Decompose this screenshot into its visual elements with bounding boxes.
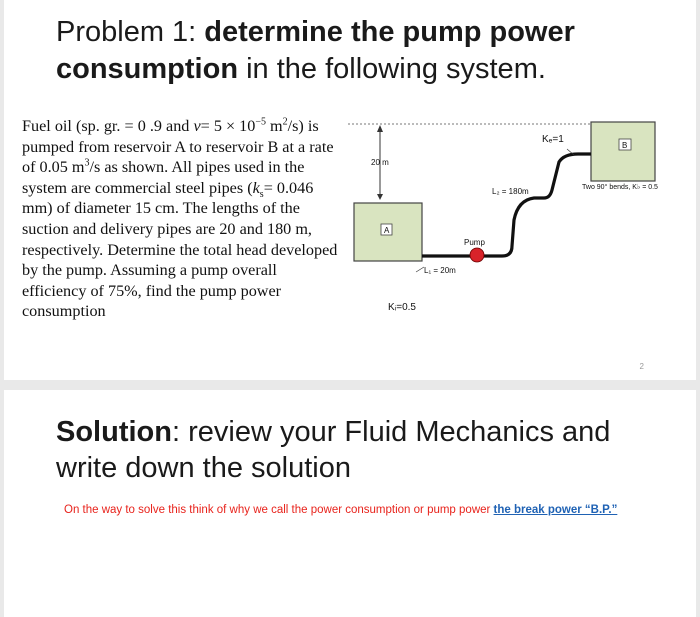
bends-label: Two 90° bends, K♭ = 0.5 (582, 184, 658, 191)
height-arrow-down (377, 194, 383, 200)
title-prefix: Problem 1: (56, 16, 205, 48)
title-bold: determine the pump power consumption (56, 16, 575, 85)
pump-label: Pump (464, 238, 485, 247)
reservoir-b-label: B (622, 141, 628, 150)
ki-label: Kᵢ=0.5 (388, 302, 416, 313)
delivery-pipe (482, 154, 591, 256)
page-number: 2 (639, 362, 644, 371)
height-arrow-up (377, 125, 383, 132)
solution-title-rest: : review your Fluid Mechanics and (171, 416, 611, 448)
problem-statement: Fuel oil (sp. gr. = 0 .9 and $\nu= 5 \times 10^{-5}$ $m^2/s$) is pumped from reservoir A to reservoir B at a rate of 0.05 $m^3/s$ as shown. All pipes used in the system are commercial steel pipes ($k_s= 0.046$ mm) of diameter 15 cm. The lengths of the suction and delivery pipes are 20 and 180 m, respectively. Determine the total head developed by the pump. Assuming a pump overall efficiency of 75%, find the pump power consumption (22, 116, 338, 321)
solution-title (56, 414, 656, 486)
solution-title-line2: write down the solution (56, 452, 351, 484)
hint-text (64, 502, 624, 518)
reservoir-b (591, 122, 655, 181)
pump-system-diagram (344, 112, 664, 322)
pump-icon (470, 248, 484, 262)
break-power-link[interactable]: the break power “B.P.” (493, 504, 618, 516)
problem-title (56, 14, 656, 88)
slide-problem (4, 0, 696, 380)
slide-solution (4, 390, 696, 617)
reservoir-a-label: A (384, 226, 390, 235)
l1-label: L₁ = 20m (424, 266, 456, 275)
l1-leader-line (416, 267, 424, 272)
l2-label: L₂ = 180m (492, 187, 529, 196)
hint-body: On the way to solve this think of why we call the power consumption or pump power (64, 504, 494, 516)
title-suffix: in the following system. (238, 53, 546, 85)
solution-title-bold: Solution (56, 416, 172, 448)
ke-label: Kₑ=1 (542, 134, 564, 145)
height-label: 20 m (371, 158, 389, 167)
